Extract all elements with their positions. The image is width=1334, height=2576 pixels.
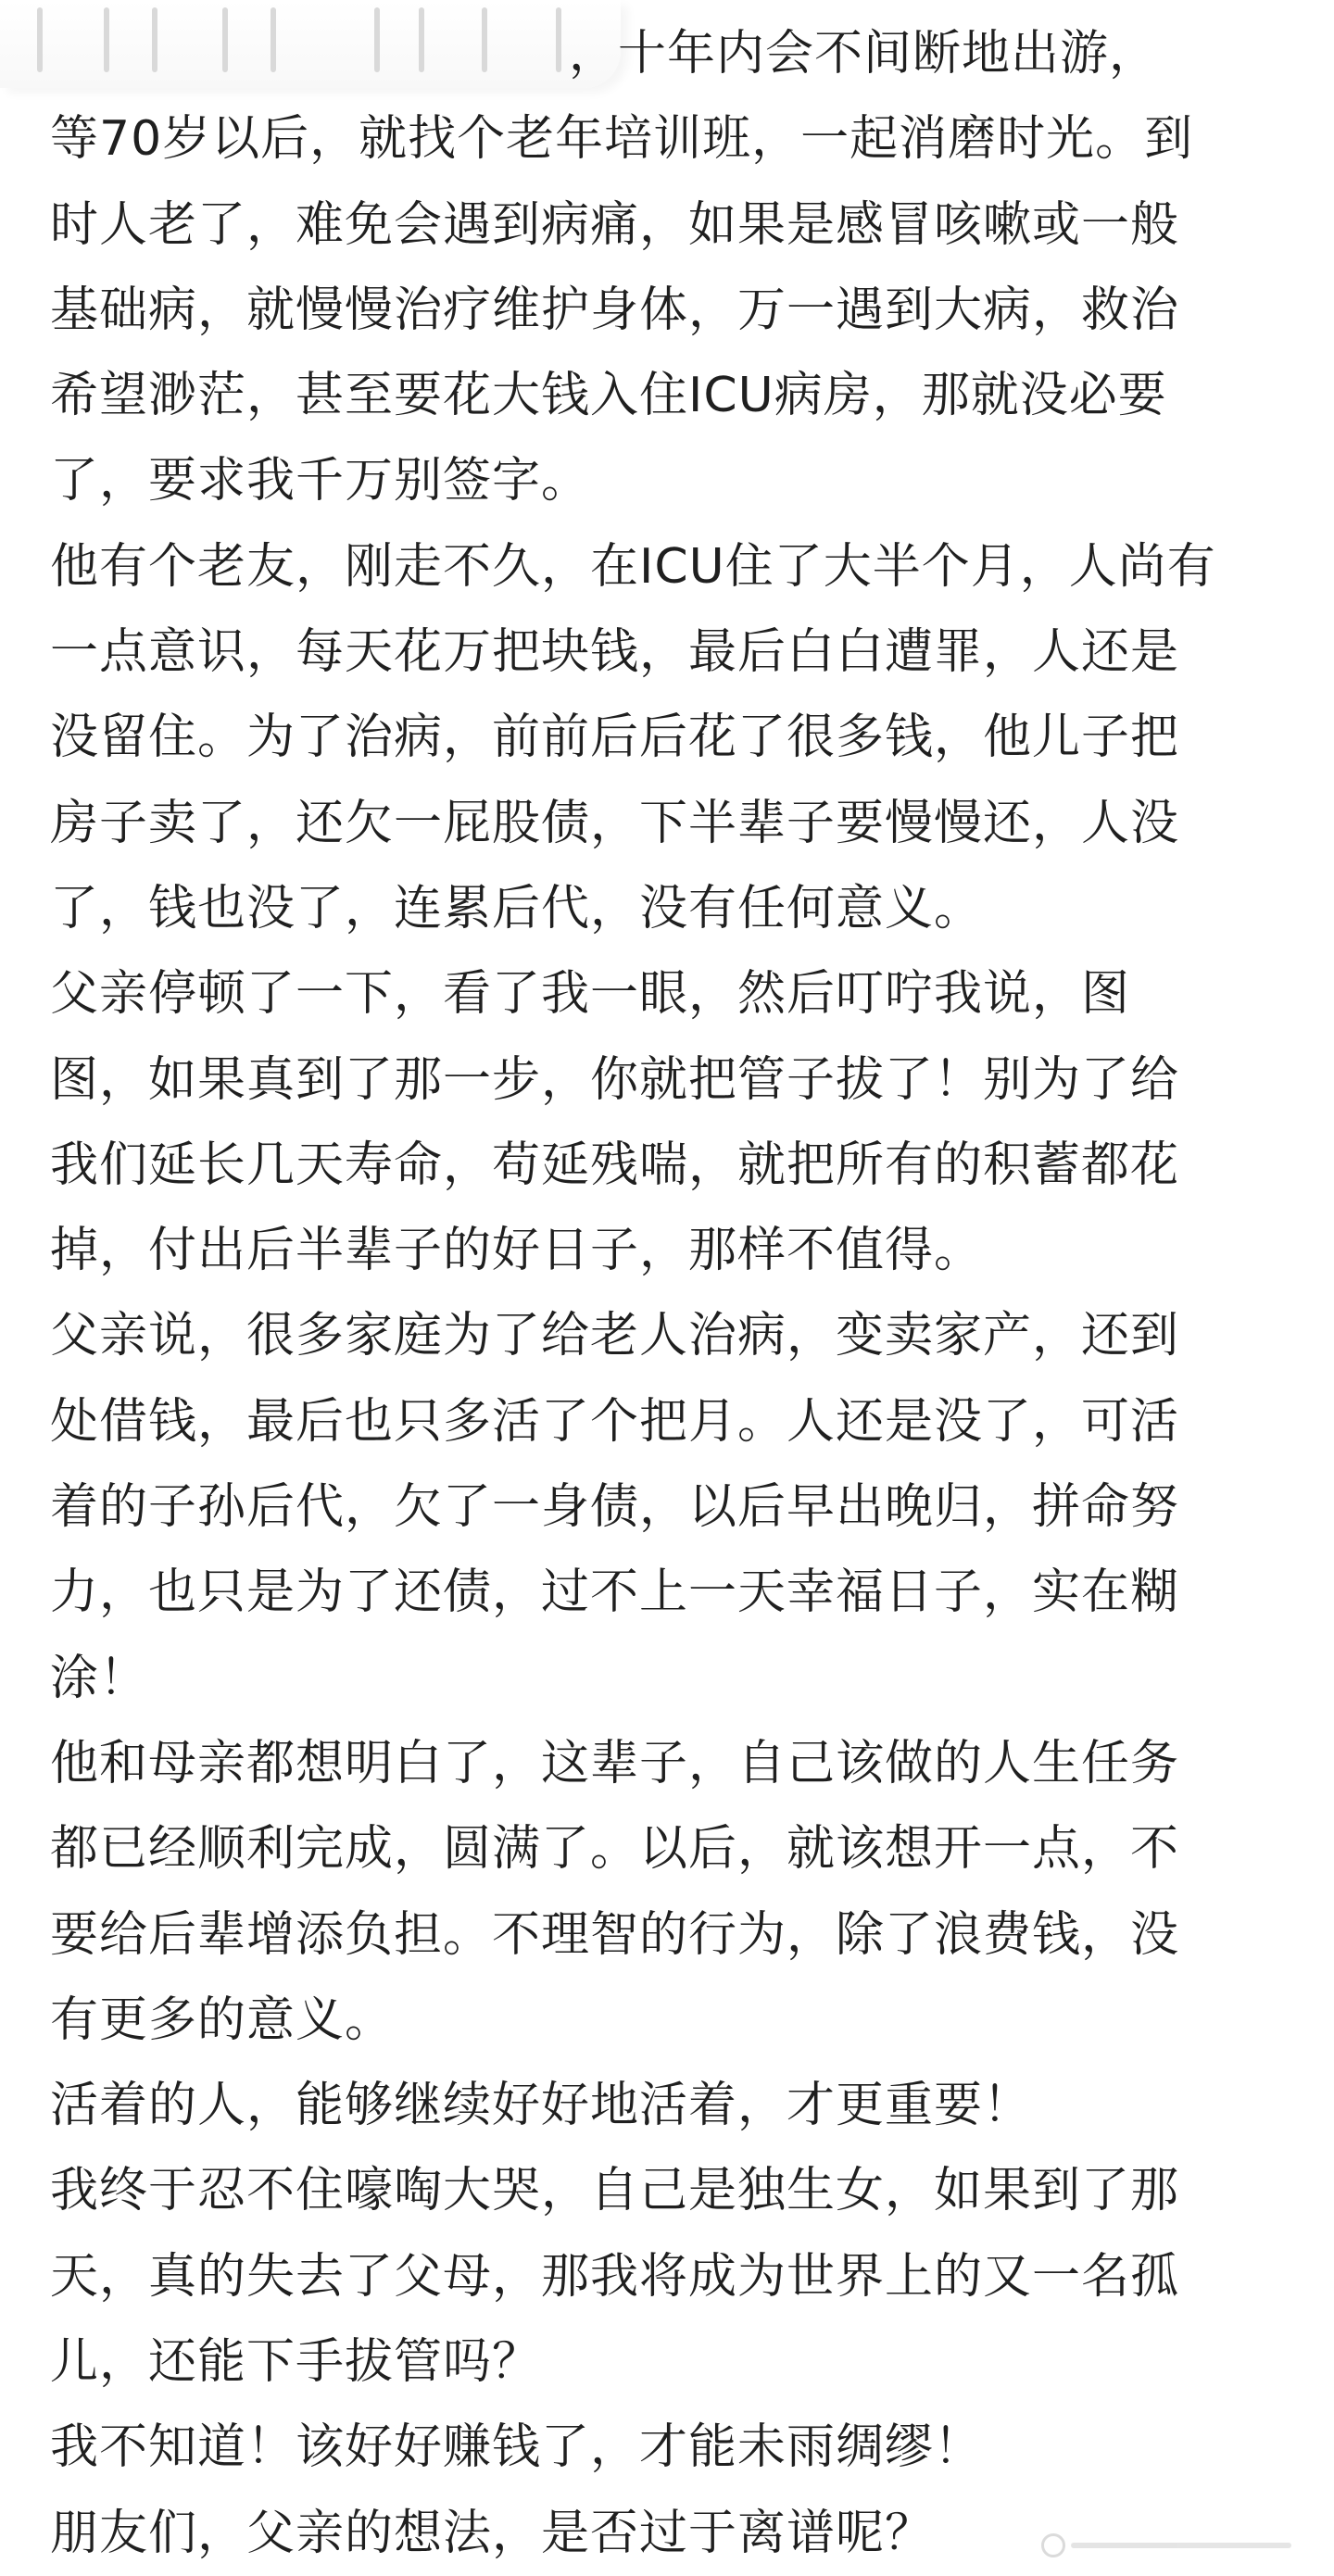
article-line: ，十年内会不间断地出游， [569, 26, 1159, 82]
article-line: 基础病，就慢慢治疗维护身体，万一遇到大病，救治 [50, 282, 1180, 338]
article-line: 涂！ [50, 1650, 149, 1706]
article-line: 没留住。为了治病，前前后后花了很多钱，他儿子把 [50, 710, 1180, 766]
article-line: 我终于忍不住嚎啕大哭，自己是独生女，如果到了那 [50, 2163, 1180, 2219]
article-line: 天，真的失去了父母，那我将成为世界上的又一名孤 [50, 2248, 1180, 2305]
article-line: 他和母亲都想明白了，这辈子，自己该做的人生任务 [50, 1735, 1180, 1791]
article-line: 房子卖了，还欠一屁股债，下半辈子要慢慢还，人没 [50, 795, 1180, 851]
article-line: 了，钱也没了，连累后代，没有任何意义。 [50, 880, 984, 936]
article-line: 着的子孙后代，欠了一身债，以后早出晚归，拼命努 [50, 1479, 1180, 1536]
crop-line [37, 7, 43, 72]
article-line: 朋友们，父亲的想法，是否过于离谱呢？ [50, 2505, 935, 2561]
article-line: 一点意识，每天花万把块钱，最后白白遭罪，人还是 [50, 624, 1180, 681]
article-body [50, 11, 1291, 2576]
article-line: 处借钱，最后也只多活了个把月。人还是没了，可活 [50, 1393, 1180, 1450]
article-line: 我不知道！该好好赚钱了，才能未雨绸缪！ [50, 2419, 984, 2476]
article-line: 儿，还能下手拔管吗？ [50, 2334, 542, 2391]
article-line: 他有个老友，刚走不久，在ICU住了大半个月，人尚有 [50, 538, 1216, 595]
article-line: 活着的人，能够继续好好地活着，才更重要！ [50, 2078, 1033, 2134]
article-line: 了，要求我千万别签字。 [50, 453, 591, 509]
article-line: 时人老了，难免会遇到病痛，如果是感冒咳嗽或一般 [50, 196, 1180, 253]
article-line: 都已经顺利完成，圆满了。以后，就该想开一点，不 [50, 1821, 1180, 1878]
article-line: 我们延长几天寿命，苟延残喘，就把所有的积蓄都花 [50, 1137, 1180, 1193]
article-line: 图，如果真到了那一步，你就把管子拔了！别为了给 [50, 1051, 1180, 1108]
article-line: 要给后辈增添负担。不理智的行为，除了浪费钱，没 [50, 1906, 1180, 1963]
article-line: 掉，付出后半辈子的好日子，那样不值得。 [50, 1223, 984, 1279]
article-line: 有更多的意义。 [50, 1992, 395, 2048]
article-line: 父亲说，很多家庭为了给老人治病，变卖家产，还到 [50, 1308, 1180, 1364]
article-line: 父亲停顿了一下，看了我一眼，然后叮咛我说，图 [50, 966, 1131, 1023]
watermark-bar [1071, 2543, 1291, 2548]
article-line: 力，也只是为了还债，过不上一天幸福日子，实在糊 [50, 1564, 1180, 1621]
article-line: 等70岁以后，就找个老年培训班，一起消磨时光。到 [50, 111, 1194, 168]
watermark-icon [1041, 2532, 1291, 2559]
article-line: 希望渺茫，甚至要花大钱入住ICU病房，那就没必要 [50, 368, 1167, 424]
watermark-circle-icon [1041, 2533, 1065, 2557]
